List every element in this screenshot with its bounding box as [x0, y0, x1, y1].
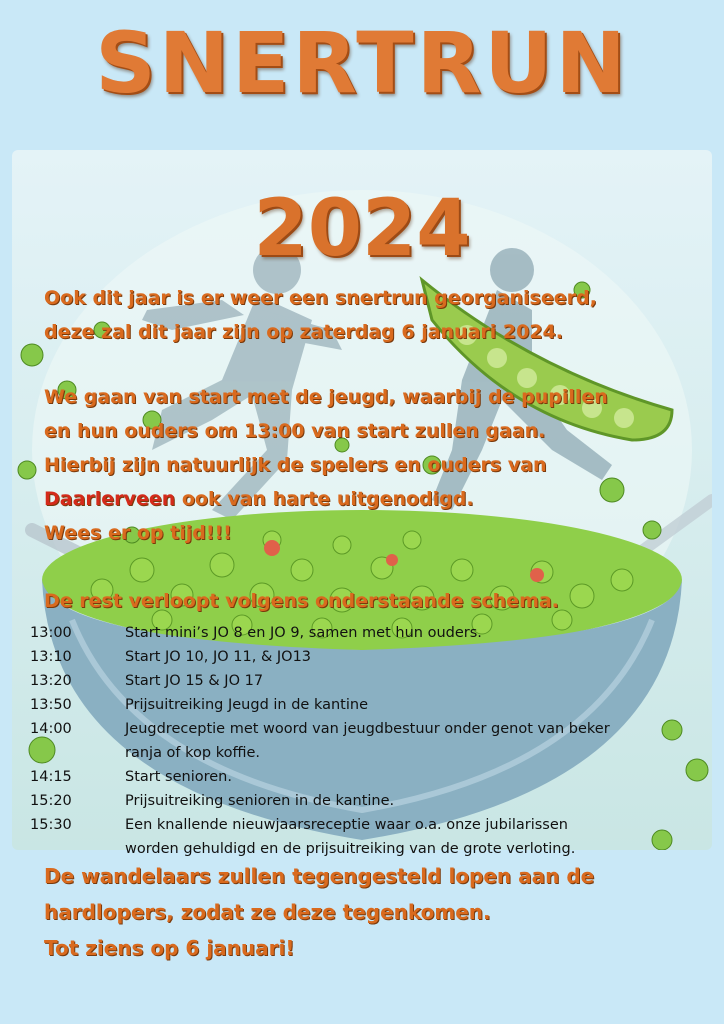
intro-paragraph — [44, 281, 704, 349]
poster-title: SNERTRUN — [95, 14, 629, 112]
schedule-activity: Prijsuitreiking senioren in de kantine. — [125, 793, 395, 809]
schedule-row-continued — [30, 741, 690, 765]
schedule-activity: Start JO 10, JO 11, & JO13 — [125, 649, 312, 665]
schedule-activity: Start senioren. — [125, 769, 232, 785]
schedule-activity-continued: worden gehuldigd en de prijsuitreiking van de grote verloting. — [125, 841, 576, 857]
schedule-activity: Start mini’s JO 8 en JO 9, samen met hun ouders. — [125, 625, 482, 641]
youth-paragraph — [44, 380, 704, 550]
club-name: Daarlerveen — [44, 488, 176, 510]
youth-line-2: en hun ouders om 13:00 van start zullen gaan. — [44, 420, 546, 442]
schedule-time: 14:15 — [30, 769, 72, 785]
schedule-table — [30, 621, 690, 861]
schedule-activity: Jeugdreceptie met woord van jeugdbestuur onder genot van beker — [125, 721, 610, 737]
youth-line-3: Hierbij zijn natuurlijk de spelers en ouders van — [44, 454, 547, 476]
schedule-row — [30, 645, 690, 669]
schedule-row — [30, 693, 690, 717]
schedule-time: 13:50 — [30, 697, 72, 713]
intro-line-1: Ook dit jaar is er weer een snertrun georganiseerd, — [44, 287, 597, 309]
schedule-row — [30, 669, 690, 693]
schedule-row — [30, 717, 690, 741]
footer-paragraph — [44, 858, 704, 966]
youth-line-5: Wees er op tijd!!! — [44, 522, 232, 544]
schedule-time: 14:00 — [30, 721, 72, 737]
youth-line-4-rest: ook van harte uitgenodigd. — [175, 488, 474, 510]
schedule-heading: De rest verloopt volgens onderstaande schema. — [44, 590, 559, 612]
footer-line-1: De wandelaars zullen tegengesteld lopen aan de — [44, 864, 595, 888]
youth-line-1: We gaan van start met de jeugd, waarbij de pupillen — [44, 386, 608, 408]
schedule-time: 15:20 — [30, 793, 72, 809]
schedule-activity: Een knallende nieuwjaarsreceptie waar o.a. onze jubilarissen — [125, 817, 568, 833]
schedule-row — [30, 621, 690, 645]
schedule-time: 13:00 — [30, 625, 72, 641]
schedule-activity-continued: ranja of kop koffie. — [125, 745, 261, 761]
footer-line-3: Tot ziens op 6 januari! — [44, 936, 295, 960]
schedule-row — [30, 813, 690, 837]
youth-line-4 — [44, 482, 704, 516]
schedule-time: 13:10 — [30, 649, 72, 665]
event-year: 2024 — [253, 184, 471, 274]
schedule-time: 15:30 — [30, 817, 72, 833]
intro-line-2: deze zal dit jaar zijn op zaterdag 6 januari 2024. — [44, 321, 563, 343]
footer-line-2: hardlopers, zodat ze deze tegenkomen. — [44, 900, 491, 924]
schedule-activity: Prijsuitreiking Jeugd in de kantine — [125, 697, 368, 713]
schedule-row — [30, 789, 690, 813]
schedule-activity: Start JO 15 & JO 17 — [125, 673, 264, 689]
schedule-time: 13:20 — [30, 673, 72, 689]
schedule-row — [30, 765, 690, 789]
